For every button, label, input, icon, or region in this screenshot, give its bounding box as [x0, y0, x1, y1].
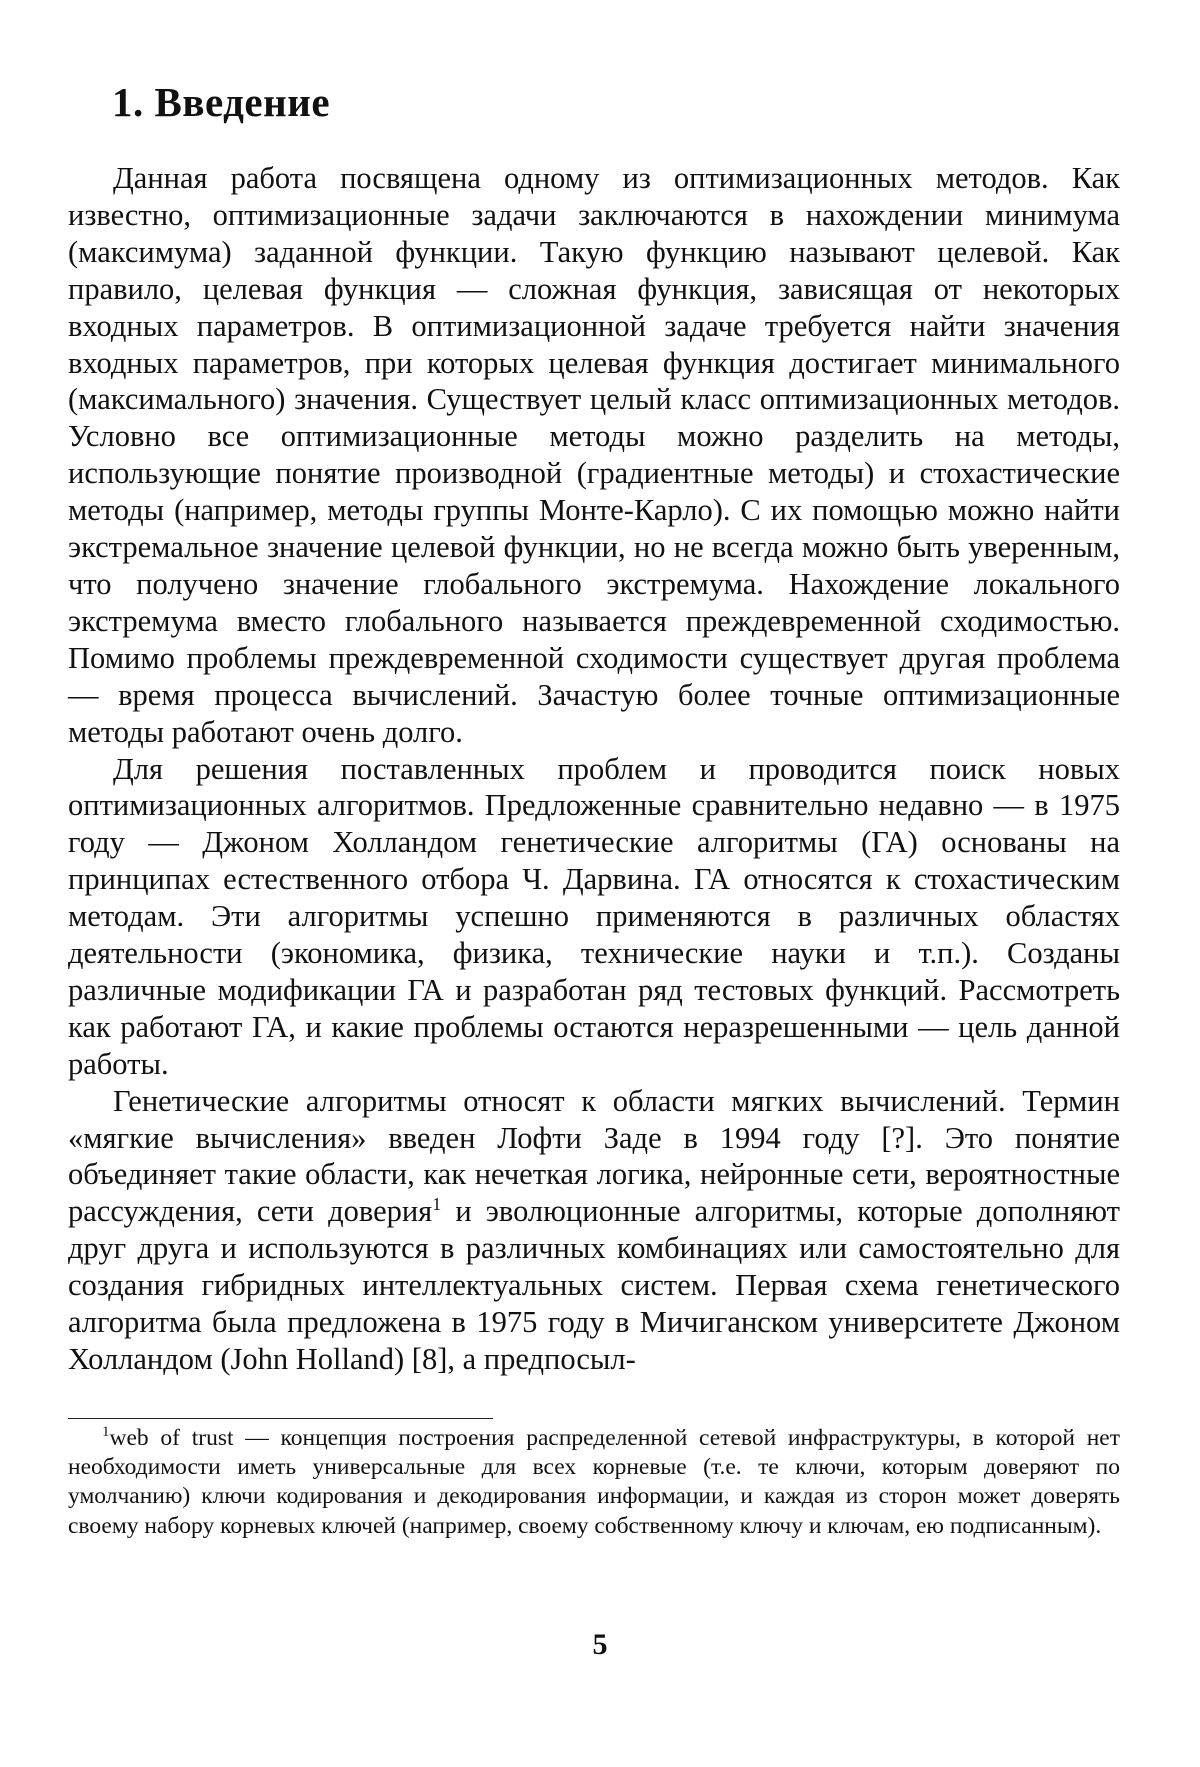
paragraph-intro: Данная работа посвящена одному из оптимизационных методов. Как известно, оптимизационные задачи заключаются в нахождении минимума (максимума) заданной функции. Такую функцию называют целевой. Как правило, целевая функция — сложная функция, зависящая от некоторых входных параметров. В оптимизационной задаче требуется найти значения входных параметров, при которых целевая функция достигает минимального (максимального) значения. Существует целый класс оптимизационных методов. Условно все оптимизационные методы можно разделить на методы, использующие понятие производной (градиентные методы) и стохастические методы (например, методы группы Монте-Карло). С их помощью можно найти экстремальное значение целевой функции, но не всегда можно быть уверенным, что получено значение глобального экстремума. Нахождение локального экстремума вместо глобального называется преждевременной сходимостью. Помимо проблемы преждевременной сходимости существует другая проблема — время процесса вычислений. Зачастую более точные оптимизационные методы работают очень долго.	[68, 161, 1120, 749]
body-text	[68, 160, 1120, 1378]
paragraph-genetic-algorithms: Для решения поставленных проблем и проводится поиск новых оптимизационных алгоритмов. Предложенные сравнительно недавно — в 1975 году — Джоном Холландом генетические алгоритмы (ГА) основаны на принципах естественного отбора Ч. Дарвина. ГА относятся к стохастическим методам. Эти алгоритмы успешно применяются в различных областях деятельности (экономика, физика, технические науки и т.п.). Созданы различные модификации ГА и разработан ряд тестовых функций. Рассмотреть как работают ГА, и какие проблемы остаются неразрешенными — цель данной работы.	[68, 751, 1120, 1081]
page-number: 5	[592, 1628, 608, 1661]
paragraph-soft-computing	[68, 1083, 1120, 1378]
footnote-text: web of trust — концепция построения распределенной сетевой инфраструктуры, в которой нет необходимости иметь универсальные для всех корневые (т.е. те ключи, которым доверяют по умолчанию) ключи кодирования и декодирования информации, и каждая из сторон может доверять своему набору корневых ключей (например, своему собственному ключу и ключам, ею подписанным).	[68, 1425, 1120, 1539]
footnote-reference[interactable]: 1	[432, 1194, 442, 1215]
paragraph-text-after-footnote: и эволюционные алгоритмы, которые дополняют друг друга и используются в различных комбинациях или самостоятельно для создания гибридных интеллектуальных систем. Первая схема генетического алгоритма была предложена в 1975 году в Мичиганском университете Джоном Холландом (John Holland) [8], а предпосыл-	[68, 1194, 1121, 1376]
section-number: 1.	[112, 79, 144, 125]
paragraph-text-before-footnote: Генетические алгоритмы относят к области мягких вычислений. Термин «мягкие вычисления» введен Лофти Заде в 1994 году [?]. Это понятие объединяет такие области, как нечеткая логика, нейронные сети, вероятностные рассуждения, сети доверия	[68, 1083, 1120, 1229]
footnote-separator	[68, 1418, 493, 1419]
section-heading	[112, 78, 330, 126]
footnote-mark: 1	[102, 1424, 110, 1441]
section-title: Введение	[154, 79, 331, 125]
footnote	[68, 1424, 1120, 1541]
